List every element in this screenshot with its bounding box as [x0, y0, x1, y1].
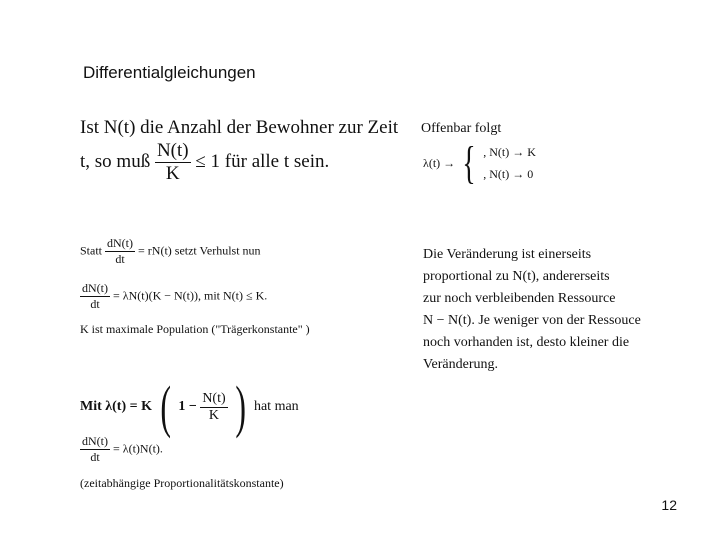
block5-one-minus: 1 − [178, 399, 197, 414]
block5-frac-den: K [208, 407, 220, 423]
block3-fraction2 [80, 281, 110, 312]
block4-line1: Die Veränderung ist einerseits [423, 247, 592, 262]
block5-fraction2 [80, 434, 110, 465]
block2-case-list [483, 141, 536, 185]
block3-statt-line [80, 236, 261, 267]
block1-suffix: ≤ 1 für alle t sein. [195, 150, 330, 172]
left-brace-icon: { [462, 137, 476, 188]
block2-heading: Offenbar folgt [421, 121, 502, 136]
right-paren-icon: ) [235, 374, 247, 439]
block2-case1: , N(t) → K [483, 145, 536, 159]
block3-last: K ist maximale Population ("Trägerkonstante" ) [80, 322, 310, 336]
block5-frac2-num: dN(t) [82, 434, 108, 448]
block1-line2 [80, 140, 329, 185]
block2-lhs: λ(t) → [423, 155, 456, 170]
block1-frac-den: K [165, 163, 180, 184]
block3-frac1-den: dt [115, 252, 125, 266]
block3-statt: Statt [80, 243, 103, 258]
block2-case2: , N(t) → 0 [483, 167, 534, 181]
block4-line3: zur noch verbleibenden Ressource [423, 291, 616, 306]
slide-title: Differentialgleichungen [83, 63, 256, 82]
block3-frac2-den: dt [90, 297, 100, 311]
block1-frac-num: N(t) [156, 140, 189, 161]
block4-line4: N − N(t). Je weniger von der Ressouce [423, 313, 641, 328]
block2-cases [423, 137, 536, 188]
page-number: 12 [661, 497, 677, 513]
block1-fraction [155, 140, 191, 185]
block5-frac-num: N(t) [202, 390, 226, 406]
block5-suffix: hat man [253, 399, 299, 414]
block3-statt-rest: = rN(t) setzt Verhulst nun [138, 243, 261, 258]
block5-mit-line [80, 374, 299, 439]
block5-eq-rest: = λ(t)N(t). [113, 441, 163, 456]
block3-frac1-num: dN(t) [107, 236, 134, 250]
left-paren-icon: ( [159, 374, 171, 439]
block4-line6: Veränderung. [423, 357, 499, 372]
block5-fraction [200, 391, 227, 424]
block3-frac2-num: dN(t) [82, 281, 108, 295]
block5-equation [80, 434, 163, 465]
block4-line2: proportional zu N(t), andererseits [423, 269, 610, 284]
block5-frac2-den: dt [90, 450, 100, 464]
block5-prefix: Mit λ(t) = K [80, 399, 152, 414]
block3-eq-rest: = λN(t)(K − N(t)), mit N(t) ≤ K. [113, 288, 268, 303]
block3-equation [80, 281, 267, 312]
block4-paragraph [423, 244, 641, 376]
block4-line5: noch vorhanden ist, desto kleiner die [423, 335, 630, 350]
block5-caption: (zeitabhängige Proportionalitätskonstante) [80, 476, 284, 490]
block1-prefix: t, so muß [80, 150, 151, 172]
block1-line1: Ist N(t) die Anzahl der Bewohner zur Zeit [80, 117, 399, 138]
block3-fraction1 [105, 236, 135, 267]
